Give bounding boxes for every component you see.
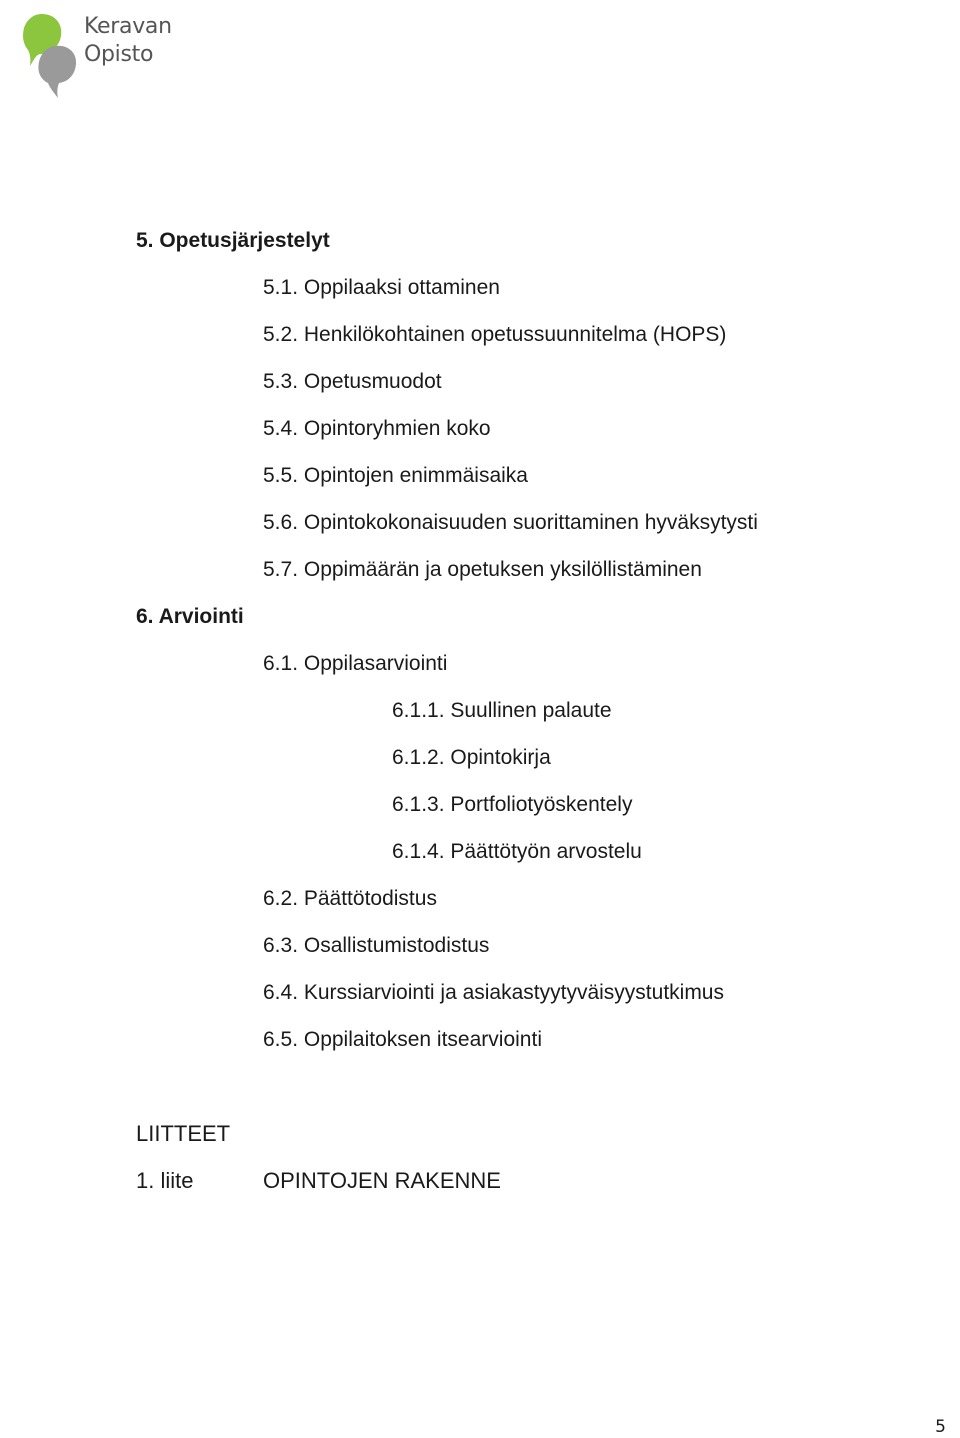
appendix-label: 1. liite [136,1168,194,1193]
keravan-opisto-logo [22,8,202,100]
toc-section-6: 6. Arviointi [136,605,244,628]
toc-item-6-1-1: 6.1.1. Suullinen palaute [392,699,612,722]
logo-text-keravan: Keravan [84,14,172,39]
toc-item-6-4: 6.4. Kurssiarviointi ja asiakastyytyväisyystutkimus [263,981,724,1004]
toc-item-6-5: 6.5. Oppilaitoksen itsearviointi [263,1028,542,1051]
page-number: 5 [935,1417,946,1437]
toc-item-6-2: 6.2. Päättötodistus [263,887,437,910]
toc-section-5: 5. Opetusjärjestelyt [136,229,330,252]
toc-item-6-3: 6.3. Osallistumistodistus [263,934,490,957]
toc-item-6-1-3: 6.1.3. Portfoliotyöskentely [392,793,633,816]
toc-item-5-1: 5.1. Oppilaaksi ottaminen [263,276,500,299]
toc-item-6-1: 6.1. Oppilasarviointi [263,652,448,675]
toc-item-5-5: 5.5. Opintojen enimmäisaika [263,464,528,487]
toc-item-6-1-2: 6.1.2. Opintokirja [392,746,551,769]
logo-text-opisto: Opisto [84,42,154,67]
toc-item-6-1-4: 6.1.4. Päättötyön arvostelu [392,840,642,863]
speech-bubbles-icon [22,8,82,100]
toc-item-5-4: 5.4. Opintoryhmien koko [263,417,491,440]
toc-item-5-3: 5.3. Opetusmuodot [263,370,442,393]
appendix-title: OPINTOJEN RAKENNE [263,1168,501,1193]
toc-item-5-6: 5.6. Opintokokonaisuuden suorittaminen hyväksytysti [263,511,758,534]
toc-item-5-7: 5.7. Oppimäärän ja opetuksen yksilöllistäminen [263,558,702,581]
appendices-heading: LIITTEET [136,1121,231,1146]
toc-item-5-2: 5.2. Henkilökohtainen opetussuunnitelma (HOPS) [263,323,727,346]
